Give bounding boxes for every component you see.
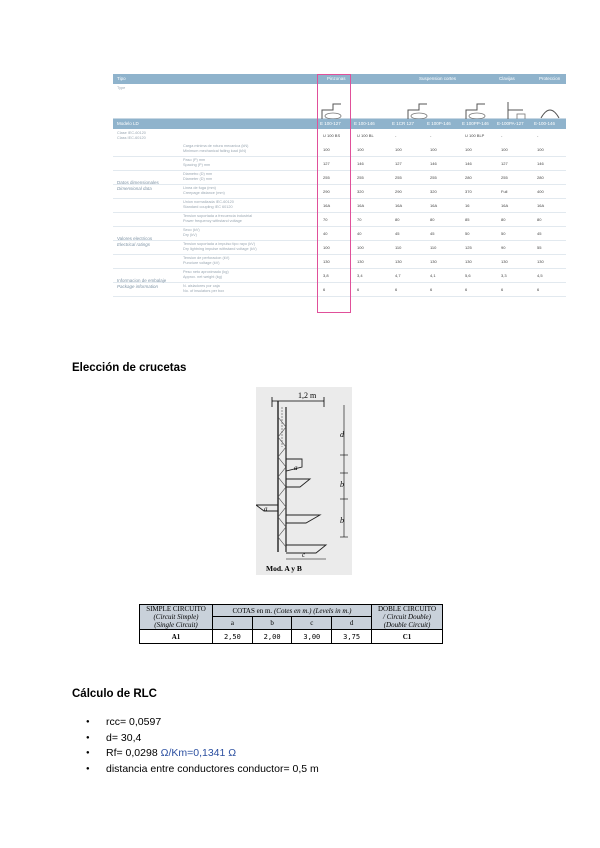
spec-cell: 4,7 <box>395 273 401 278</box>
spec-cell: - <box>395 133 397 138</box>
spec-cell: 255 <box>395 175 402 180</box>
spec-row-label: Tension soportada a impulso tipo rayo (kV) <box>183 242 255 246</box>
spec-row-label: Carga minima de rotura mecanica (kN) <box>183 144 249 148</box>
simple-title: SIMPLE CIRCUITO <box>146 605 206 613</box>
spec-cell: 80 <box>395 217 400 222</box>
section-title-crucetas: Elección de crucetas <box>72 362 187 374</box>
spec-cell: 255 <box>501 175 508 180</box>
spec-cell: - <box>537 133 539 138</box>
spec-cell: 16A <box>501 203 509 208</box>
doble-title: DOBLE CIRCUITO <box>377 605 436 613</box>
spec-cell: 146 <box>537 161 544 166</box>
spec-cell: 6 <box>430 287 433 292</box>
spec-cell: 320 <box>357 189 364 194</box>
spec-cell: 50 <box>501 231 506 236</box>
spec-cell: 130 <box>537 259 544 264</box>
spec-cell: 146 <box>465 161 472 166</box>
spec-cell: U 100 BL <box>357 133 374 138</box>
spec-cell: 70 <box>357 217 362 222</box>
spec-cell: 280 <box>465 175 472 180</box>
spec-group-header: Clavijas <box>499 76 515 81</box>
spec-cell: 4,1 <box>430 273 436 278</box>
cotas-header <box>213 605 372 617</box>
spec-type-sub: Type <box>117 86 126 90</box>
spec-cell: 100 <box>430 147 437 152</box>
letter-a: a <box>213 617 253 630</box>
dim-d-label: d <box>340 430 344 439</box>
spec-cell: 16 <box>465 203 470 208</box>
spec-cell: 130 <box>501 259 508 264</box>
spec-cell: 40 <box>357 231 362 236</box>
spec-cell: 80 <box>537 217 542 222</box>
doble-sub2: (Double Circuit) <box>383 621 431 629</box>
spec-cell: 320 <box>430 189 437 194</box>
simple-sub2: (Single Circuit) <box>154 621 198 629</box>
spec-cell: 45 <box>537 231 542 236</box>
spec-cell: 4,5 <box>537 273 543 278</box>
spec-row-label: Union normalizada IEC-60120 <box>183 200 234 204</box>
spec-cell: 45 <box>395 231 400 236</box>
spec-group-header: Suspension cortes <box>419 76 457 81</box>
spec-cell: 16A <box>537 203 545 208</box>
spec-group-header: Pinzonas <box>327 76 346 81</box>
spec-cell: 90 <box>501 245 506 250</box>
spec-cell: - <box>501 133 503 138</box>
spec-model: E 1CR 127 <box>392 121 415 126</box>
bullet-text-blue: Ω/Km=0,1341 Ω <box>160 747 237 759</box>
spec-highlight-column <box>317 74 351 313</box>
cotas-title: COTAS en m. <box>232 606 273 615</box>
spec-row-label: Class IEC-60120 <box>117 136 146 140</box>
spec-cell: 130 <box>465 259 472 264</box>
spec-cell: 16A <box>395 203 403 208</box>
spec-cell: 100 <box>323 245 330 250</box>
list-item <box>86 746 319 762</box>
list-item <box>86 731 319 747</box>
spec-group-label: Electrical ratings <box>117 242 151 247</box>
spec-cell: 127 <box>501 161 508 166</box>
list-item <box>86 715 319 731</box>
spec-row-label: Power frequency withstand voltage <box>183 219 242 223</box>
spec-model: E 100P-146 <box>427 121 451 126</box>
spec-row-label: Linea de fuga (mm) <box>183 186 216 190</box>
spec-group-header: Proteccion <box>539 76 561 81</box>
spec-cell: 70 <box>323 217 328 222</box>
spec-cell: 110 <box>395 245 402 250</box>
spec-row-label: Approx. net weight (kg) <box>183 275 223 279</box>
spec-cell: 130 <box>357 259 364 264</box>
cotas-sub: (Cotes en m.) (Levels in m.) <box>273 606 352 615</box>
spec-type-header: Tipo <box>117 76 126 81</box>
spec-row-label: Clase IEC-60120 <box>117 131 146 135</box>
spec-row-label: Dry (kV) <box>183 233 197 237</box>
spec-cell: 255 <box>430 175 437 180</box>
spec-row-label: Peso neto aproximado (kg) <box>183 270 229 274</box>
spec-cell: 50 <box>465 231 470 236</box>
spec-cell: 16A <box>323 203 331 208</box>
spec-cell: 3,8 <box>323 273 329 278</box>
spec-row-label: Dry lightning impulse withstand voltage (kV) <box>183 247 257 251</box>
spec-cell: 6 <box>501 287 504 292</box>
spec-cell: - <box>430 133 432 138</box>
figure-caption: Mod. A y B <box>266 564 302 573</box>
spec-cell: U 100 BLP <box>465 133 485 138</box>
bullet-text: Rf= 0,0298 <box>106 747 161 759</box>
tower-crossarm-diagram <box>256 387 352 575</box>
spec-cell: 110 <box>430 245 437 250</box>
spec-group-label: Datos dimensionales <box>117 180 159 185</box>
spec-cell: 45 <box>430 231 435 236</box>
section-title-rlc: Cálculo de RLC <box>72 688 157 700</box>
spec-cell: 100 <box>357 147 364 152</box>
dim-a-label: a <box>264 505 268 513</box>
cell-b: 2,00 <box>252 630 292 644</box>
spec-row-label: Standard coupling IEC 60120 <box>183 205 233 209</box>
insulator-spec-table <box>113 74 566 313</box>
spec-cell: 100 <box>357 245 364 250</box>
spec-cell: 130 <box>395 259 402 264</box>
dim-a-label: a <box>294 464 298 472</box>
spec-row-label: Minimum mechanical failing load (kN) <box>183 149 247 153</box>
spec-cell: 370 <box>465 189 472 194</box>
letter-c: c <box>292 617 332 630</box>
spec-cell: 40 <box>323 231 328 236</box>
spec-model: E-100PA-127 <box>497 121 524 126</box>
table-row <box>140 630 443 644</box>
spec-model: E 100-146 <box>354 121 375 126</box>
spec-cell: 127 <box>323 161 330 166</box>
spec-cell: 6 <box>395 287 398 292</box>
letter-d: d <box>332 617 372 630</box>
spec-group-label: Valores electricos <box>117 236 153 241</box>
dim-b2-label: b <box>340 516 344 525</box>
spec-row-label: Seco (kV) <box>183 228 200 232</box>
spec-row-label: Diameter (D) mm <box>183 177 213 181</box>
spec-cell: Full <box>501 189 508 194</box>
spec-cell: 80 <box>501 217 506 222</box>
spec-cell: 6 <box>357 287 360 292</box>
cell-d: 3,75 <box>332 630 372 644</box>
spec-row-label: Diametro (D) mm <box>183 172 213 176</box>
spec-model: E-100-146 <box>534 121 556 126</box>
spec-row-label: Spacing (P) mm <box>183 163 211 167</box>
spec-cell: 127 <box>395 161 402 166</box>
spec-cell: 55 <box>537 245 542 250</box>
spec-cell: 6 <box>465 287 468 292</box>
bullet-text: rcc= 0,0597 <box>106 716 162 728</box>
spec-row-label: Puncture voltage (kV) <box>183 261 220 265</box>
cell-a: 2,50 <box>213 630 253 644</box>
spec-cell: 290 <box>395 189 402 194</box>
spec-group-label: Package information <box>117 284 159 289</box>
dim-c-label: c <box>302 551 306 559</box>
spec-cell: 146 <box>430 161 437 166</box>
spec-cell: 5,6 <box>465 273 471 278</box>
spec-cell: 100 <box>395 147 402 152</box>
spec-cell: 100 <box>465 147 472 152</box>
spec-cell: 146 <box>357 161 364 166</box>
spec-cell: 80 <box>430 217 435 222</box>
spec-cell: 400 <box>537 189 544 194</box>
spec-cell: 125 <box>465 245 472 250</box>
spec-cell: 6 <box>537 287 540 292</box>
spec-cell: 100 <box>537 147 544 152</box>
bullet-text: d= 30,4 <box>106 731 142 744</box>
spec-cell: 3,4 <box>357 273 363 278</box>
spec-cell: 130 <box>430 259 437 264</box>
spec-row-label: Paso (P) mm <box>183 158 206 162</box>
spec-row-label: N. aisladores por caja <box>183 284 220 288</box>
cell-simple: A1 <box>140 630 213 644</box>
spec-cell: 280 <box>537 175 544 180</box>
spec-cell: 290 <box>323 189 330 194</box>
spec-row-label: No. of insulators per box <box>183 289 225 293</box>
cotas-table <box>139 604 443 644</box>
spec-cell: U 100 BS <box>323 133 341 138</box>
spec-model-label: Modelo LD <box>117 121 139 126</box>
dim-top-label: 1,2 m <box>298 391 317 400</box>
spec-group-label: Dimensional data <box>117 186 152 191</box>
spec-group-label: Informacion de embalaje <box>117 278 167 283</box>
cell-c: 3,00 <box>292 630 332 644</box>
spec-row-label: Tension soportada a frecuencia industrial <box>183 214 253 218</box>
spec-cell: 3,3 <box>501 273 507 278</box>
rlc-bullet-list <box>86 715 319 777</box>
spec-cell: 16A <box>430 203 438 208</box>
spec-cell: 255 <box>357 175 364 180</box>
dim-b1-label: b <box>340 480 344 489</box>
cell-doble: C1 <box>372 630 443 644</box>
bullet-text: distancia entre conductores conductor= 0,5 m <box>106 762 319 775</box>
spec-row-label: Creepage distance (mm) <box>183 191 225 195</box>
spec-cell: 130 <box>323 259 330 264</box>
spec-cell: 85 <box>465 217 470 222</box>
spec-model: E 100-127 <box>320 121 341 126</box>
spec-row-label: Tension de perforacion (kV) <box>183 256 230 260</box>
spec-cell: 16A <box>357 203 365 208</box>
list-item <box>86 762 319 778</box>
double-circuit-header <box>372 605 443 630</box>
spec-cell: 6 <box>323 287 326 292</box>
spec-model: E 100PP-146 <box>462 121 489 126</box>
simple-circuit-header <box>140 605 213 630</box>
letter-b: b <box>252 617 292 630</box>
spec-cell: 100 <box>501 147 508 152</box>
simple-sub1: (Circuit Simple) <box>153 613 199 621</box>
spec-cell: 255 <box>323 175 330 180</box>
doble-sub1: / Circuit Double) <box>383 613 431 621</box>
spec-cell: 100 <box>323 147 330 152</box>
